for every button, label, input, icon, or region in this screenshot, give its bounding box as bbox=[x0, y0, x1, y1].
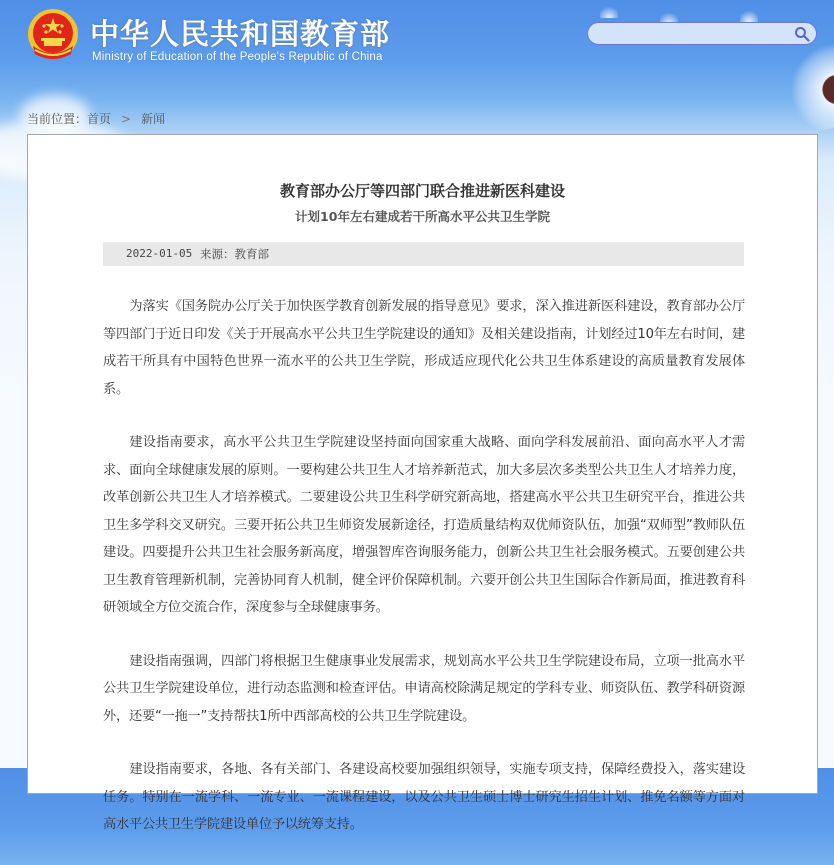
article-paragraph: 建设指南要求，各地、各有关部门、各建设高校要加强组织领导，实施专项支持，保障经费投入，落实建设任务。特别在一流学科、一流专业、一流课程建设，以及公共卫生硕士博士研究生招生计划、推免名额等方面对高水平公共卫生学院建设单位予以统筹支持。 bbox=[103, 762, 745, 832]
breadcrumb bbox=[27, 110, 165, 128]
breadcrumb-news-link[interactable]: 新闻 bbox=[141, 112, 166, 126]
article-panel bbox=[27, 134, 818, 832]
article-paragraph: 为落实《国务院办公厅关于加快医学教育创新发展的指导意见》要求，深入推进新医科建设，教育部办公厅等四部门于近日印发《关于开展高水平公共卫生学院建设的通知》及相关建设指南，计划经过10年左右时间，建成若干所具有中国特色世界一流水平的公共卫生学院，形成适应现代化公共卫生体系建设的高质量教育发展体系。 bbox=[103, 299, 745, 397]
article-subtitle: 计划10年左右建成若干所高水平公共卫生学院 bbox=[295, 209, 550, 224]
article-paragraph: 建设指南要求，高水平公共卫生学院建设坚持面向国家重大战略、面向学科发展前沿、面向高水平人才需求、面向全球健康发展的原则。一要构建公共卫生人才培养新范式，加大多层次多类型公共卫生人才培养力度，改革创新公共卫生人才培养模式。二要建设公共卫生科学研究新高地，搭建高水平公共卫生研究平台，推进公共卫生多学科交叉研究。三要开拓公共卫生师资发展新途径，打造质量结构双优师资队伍，加强“双师型”教师队伍建设。四要提升公共卫生社会服务新高度，增强智库咨询服务能力，创新公共卫生社会服务模式。五要创建公共卫生教育管理新机制，完善协同育人机制，健全评价保障机制。六要开创公共卫生国际合作新局面，推进教育科研领域全方位交流合作，深度参与全球健康事务。 bbox=[103, 435, 745, 615]
national-emblem-icon[interactable] bbox=[25, 8, 81, 68]
site-subtitle: Ministry of Education of the People's Republic of China bbox=[92, 51, 383, 63]
dandelion-decoration bbox=[774, 40, 834, 130]
article-title: 教育部办公厅等四部门联合推进新医科建设 bbox=[279, 182, 565, 200]
site-title[interactable]: 中华人民共和国教育部 bbox=[90, 17, 391, 51]
breadcrumb-home-link[interactable]: 首页 bbox=[87, 112, 112, 126]
article-paragraph: 建设指南强调，四部门将根据卫生健康事业发展需求，规划高水平公共卫生学院建设布局，立项一批高水平公共卫生学院建设单位，进行动态监测和检查评估。申请高校除满足规定的学科专业、师资队伍、教学科研资源外，还要“一拖一”支持帮扶1所中西部高校的公共卫生学院建设。 bbox=[103, 653, 745, 724]
breadcrumb-separator: > bbox=[121, 112, 132, 126]
article-meta-bar bbox=[103, 242, 744, 266]
dandelion-seed-decoration bbox=[600, 4, 618, 18]
site-header bbox=[0, 0, 834, 110]
search-icon[interactable] bbox=[794, 26, 810, 42]
dandelion-seed-decoration bbox=[740, 8, 758, 22]
breadcrumb-label: 当前位置： bbox=[27, 112, 88, 126]
search-input[interactable] bbox=[598, 25, 792, 44]
search-box[interactable] bbox=[587, 22, 817, 45]
article-date: 2022-01-05 bbox=[126, 247, 193, 260]
article-source: 来源：教育部 bbox=[200, 247, 269, 261]
article-body bbox=[103, 293, 745, 865]
